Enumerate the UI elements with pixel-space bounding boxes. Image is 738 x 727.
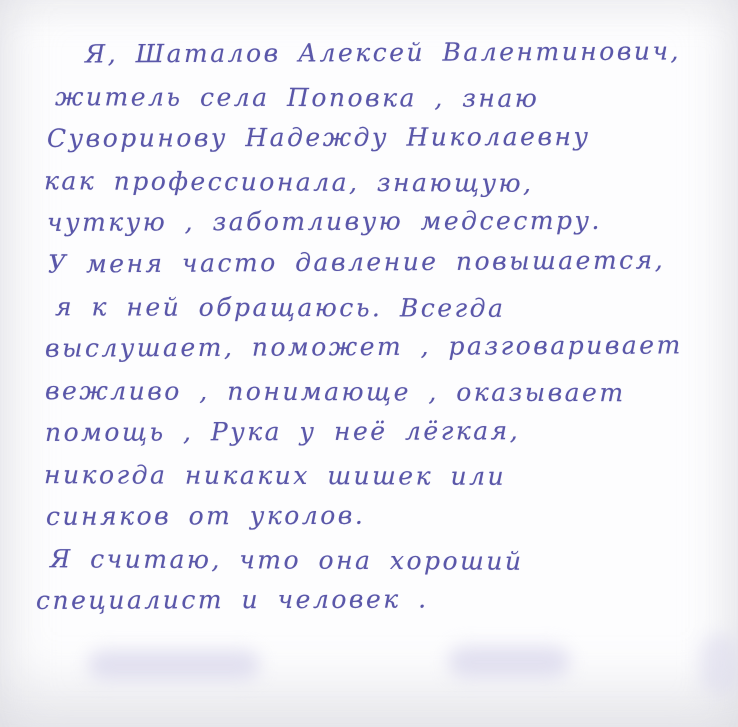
handwritten-line: чуткую , заботливую медсестру. <box>46 205 602 237</box>
handwritten-note <box>0 34 738 622</box>
handwritten-line: синяков от уколов. <box>45 500 366 531</box>
handwritten-line: помощь , Рука у неё лёгкая, <box>44 416 521 447</box>
handwritten-line: никогда никаких шишек или <box>43 460 507 491</box>
handwritten-line: Суворинову Надежду Николаевну <box>46 121 591 153</box>
handwritten-line: вежливо , понимающе , оказывает <box>44 376 626 408</box>
handwritten-line: я к ней обращаюсь. Всегда <box>54 292 506 323</box>
handwritten-line: Я считаю, что она хороший <box>49 544 524 576</box>
handwritten-line: житель села Поповка , знаю <box>54 82 540 113</box>
handwritten-line: Я, Шаталов Алексей Валентинович, <box>84 36 682 69</box>
handwritten-line: выслушает, поможет , разговаривает <box>44 330 683 363</box>
blurred-ink-smudge-edge <box>700 634 738 694</box>
handwritten-line: специалист и человек . <box>35 584 429 615</box>
handwritten-line: У меня часто давление повышается, <box>47 245 666 279</box>
blurred-ink-smudge-left <box>88 650 260 680</box>
handwritten-line: как профессионала, знающую, <box>43 166 534 198</box>
blurred-ink-smudge-right <box>448 646 570 678</box>
